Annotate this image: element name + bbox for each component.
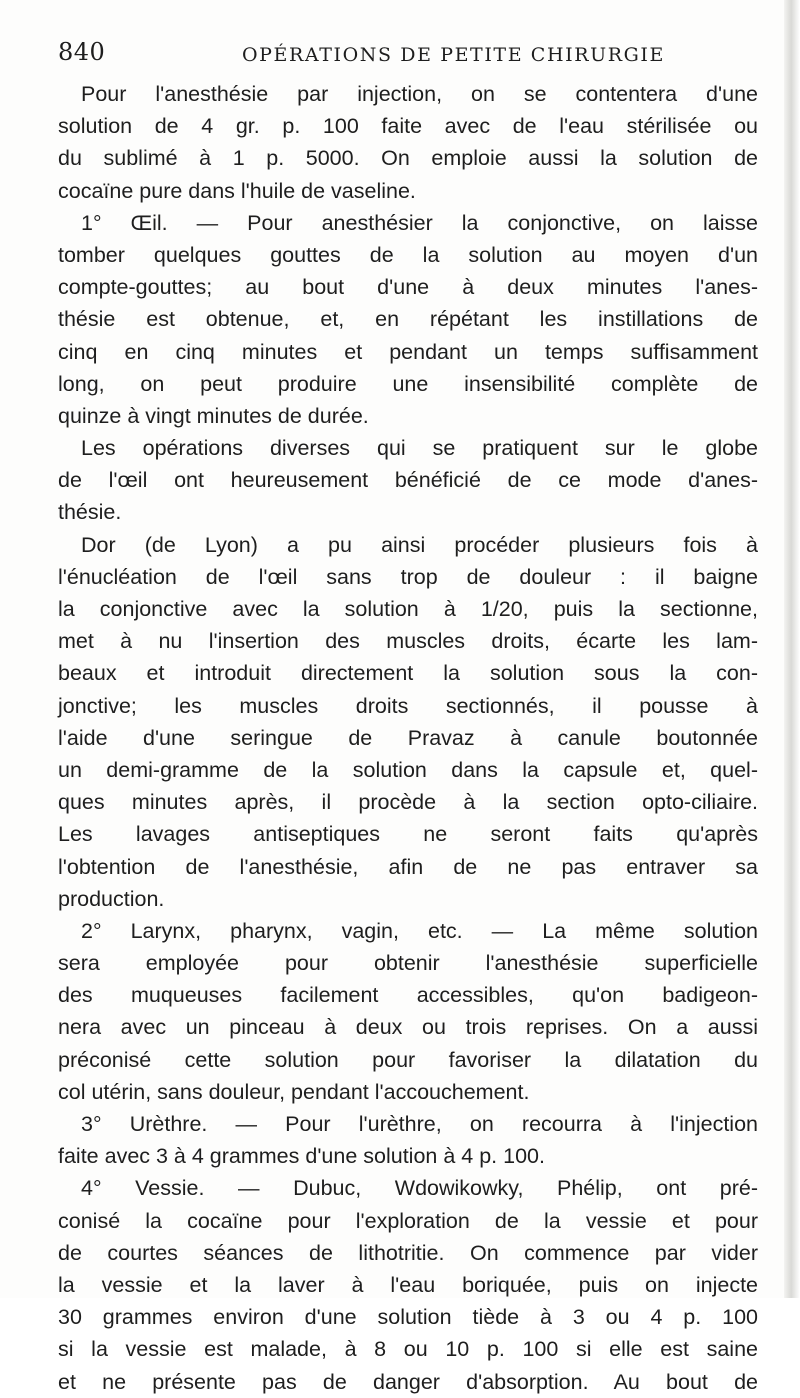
text-line: conisé la cocaïne pour l'exploration de la vessie et pour (58, 1208, 758, 1233)
text-line: Dor (de Lyon) a pu ainsi procéder plusieurs fois à (81, 532, 758, 557)
text-line: quinze à vingt minutes de durée. (58, 403, 369, 428)
text-line: du sublimé à 1 p. 5000. On emploie aussi la solution de (58, 146, 758, 171)
text-line: faite avec 3 à 4 grammes d'une solution à 4 p. 100. (58, 1144, 545, 1169)
text-line: Les lavages antiseptiques ne seront faits qu'après (58, 822, 758, 847)
text-line: l'aide d'une seringue de Pravaz à canule boutonnée (58, 725, 758, 750)
text-line: 1° Œil. — Pour anesthésier la conjonctive, on laisse (81, 210, 758, 235)
text-line: met à nu l'insertion des muscles droits, écarte les lam- (58, 629, 758, 654)
running-title: OPÉRATIONS DE PETITE CHIRURGIE (242, 44, 665, 66)
page-number: 840 (58, 38, 106, 66)
text-line: long, on peut produire une insensibilité complète de (58, 371, 758, 396)
text-line: préconisé cette solution pour favoriser la dilatation du (58, 1047, 758, 1072)
text-line: beaux et introduit directement la solution sous la con- (58, 661, 758, 686)
text-line: col utérin, sans douleur, pendant l'accouchement. (58, 1079, 530, 1104)
page-edge-shadow (784, 0, 800, 1298)
text-line: un demi-gramme de la solution dans la capsule et, quel- (58, 757, 758, 782)
text-line: ques minutes après, il procède à la section opto-ciliaire. (58, 790, 758, 815)
text-line: la vessie et la laver à l'eau boriquée, puis on injecte (58, 1272, 758, 1297)
text-line: solution de 4 gr. p. 100 faite avec de l'eau stérilisée ou (58, 114, 758, 139)
text-line: et ne présente pas de danger d'absorption. Au bout de (58, 1369, 758, 1394)
text-line: jonctive; les muscles droits sectionnés, il pousse à (58, 693, 758, 718)
body-text (58, 78, 758, 1398)
text-line: cinq en cinq minutes et pendant un temps suffisamment (58, 339, 758, 364)
text-line: l'obtention de l'anesthésie, afin de ne pas entraver sa (58, 854, 758, 879)
text-line: production. (58, 886, 165, 911)
text-line: de courtes séances de lithotritie. On commence par vider (58, 1240, 758, 1265)
text-line: 30 grammes environ d'une solution tiède à 3 ou 4 p. 100 (58, 1305, 758, 1330)
text-line: de l'œil ont heureusement bénéficié de ce mode d'anes- (58, 468, 758, 493)
text-line: cocaïne pure dans l'huile de vaseline. (58, 178, 416, 203)
text-line: 2° Larynx, pharynx, vagin, etc. — La même solution (81, 918, 758, 943)
text-line: la conjonctive avec la solution à 1/20, puis la sectionne, (58, 597, 758, 621)
text-line: Les opérations diverses qui se pratiquent sur le globe (81, 436, 758, 461)
text-line: si la vessie est malade, à 8 ou 10 p. 100 si elle est saine (58, 1337, 758, 1362)
text-line: nera avec un pinceau à deux ou trois reprises. On a aussi (58, 1015, 758, 1040)
page-header (58, 38, 758, 70)
text-line: sera employée pour obtenir l'anesthésie superficielle (58, 951, 758, 976)
text-line: thésie. (58, 500, 122, 525)
text-line: 3° Urèthre. — Pour l'urèthre, on recourra à l'injection (81, 1112, 758, 1136)
text-line: l'énucléation de l'œil sans trop de douleur : il baigne (58, 564, 758, 589)
text-line: thésie est obtenue, et, en répétant les instillations de (58, 307, 758, 332)
text-line: Pour l'anesthésie par injection, on se contentera d'une (81, 82, 758, 106)
text-line: des muqueuses facilement accessibles, qu'on badigeon- (58, 983, 758, 1008)
text-line: 4° Vessie. — Dubuc, Wdowikowky, Phélip, ont pré- (81, 1176, 758, 1201)
text-line: tomber quelques gouttes de la solution au moyen d'un (58, 242, 758, 267)
text-line: compte-gouttes; au bout d'une à deux minutes l'anes- (58, 275, 758, 300)
